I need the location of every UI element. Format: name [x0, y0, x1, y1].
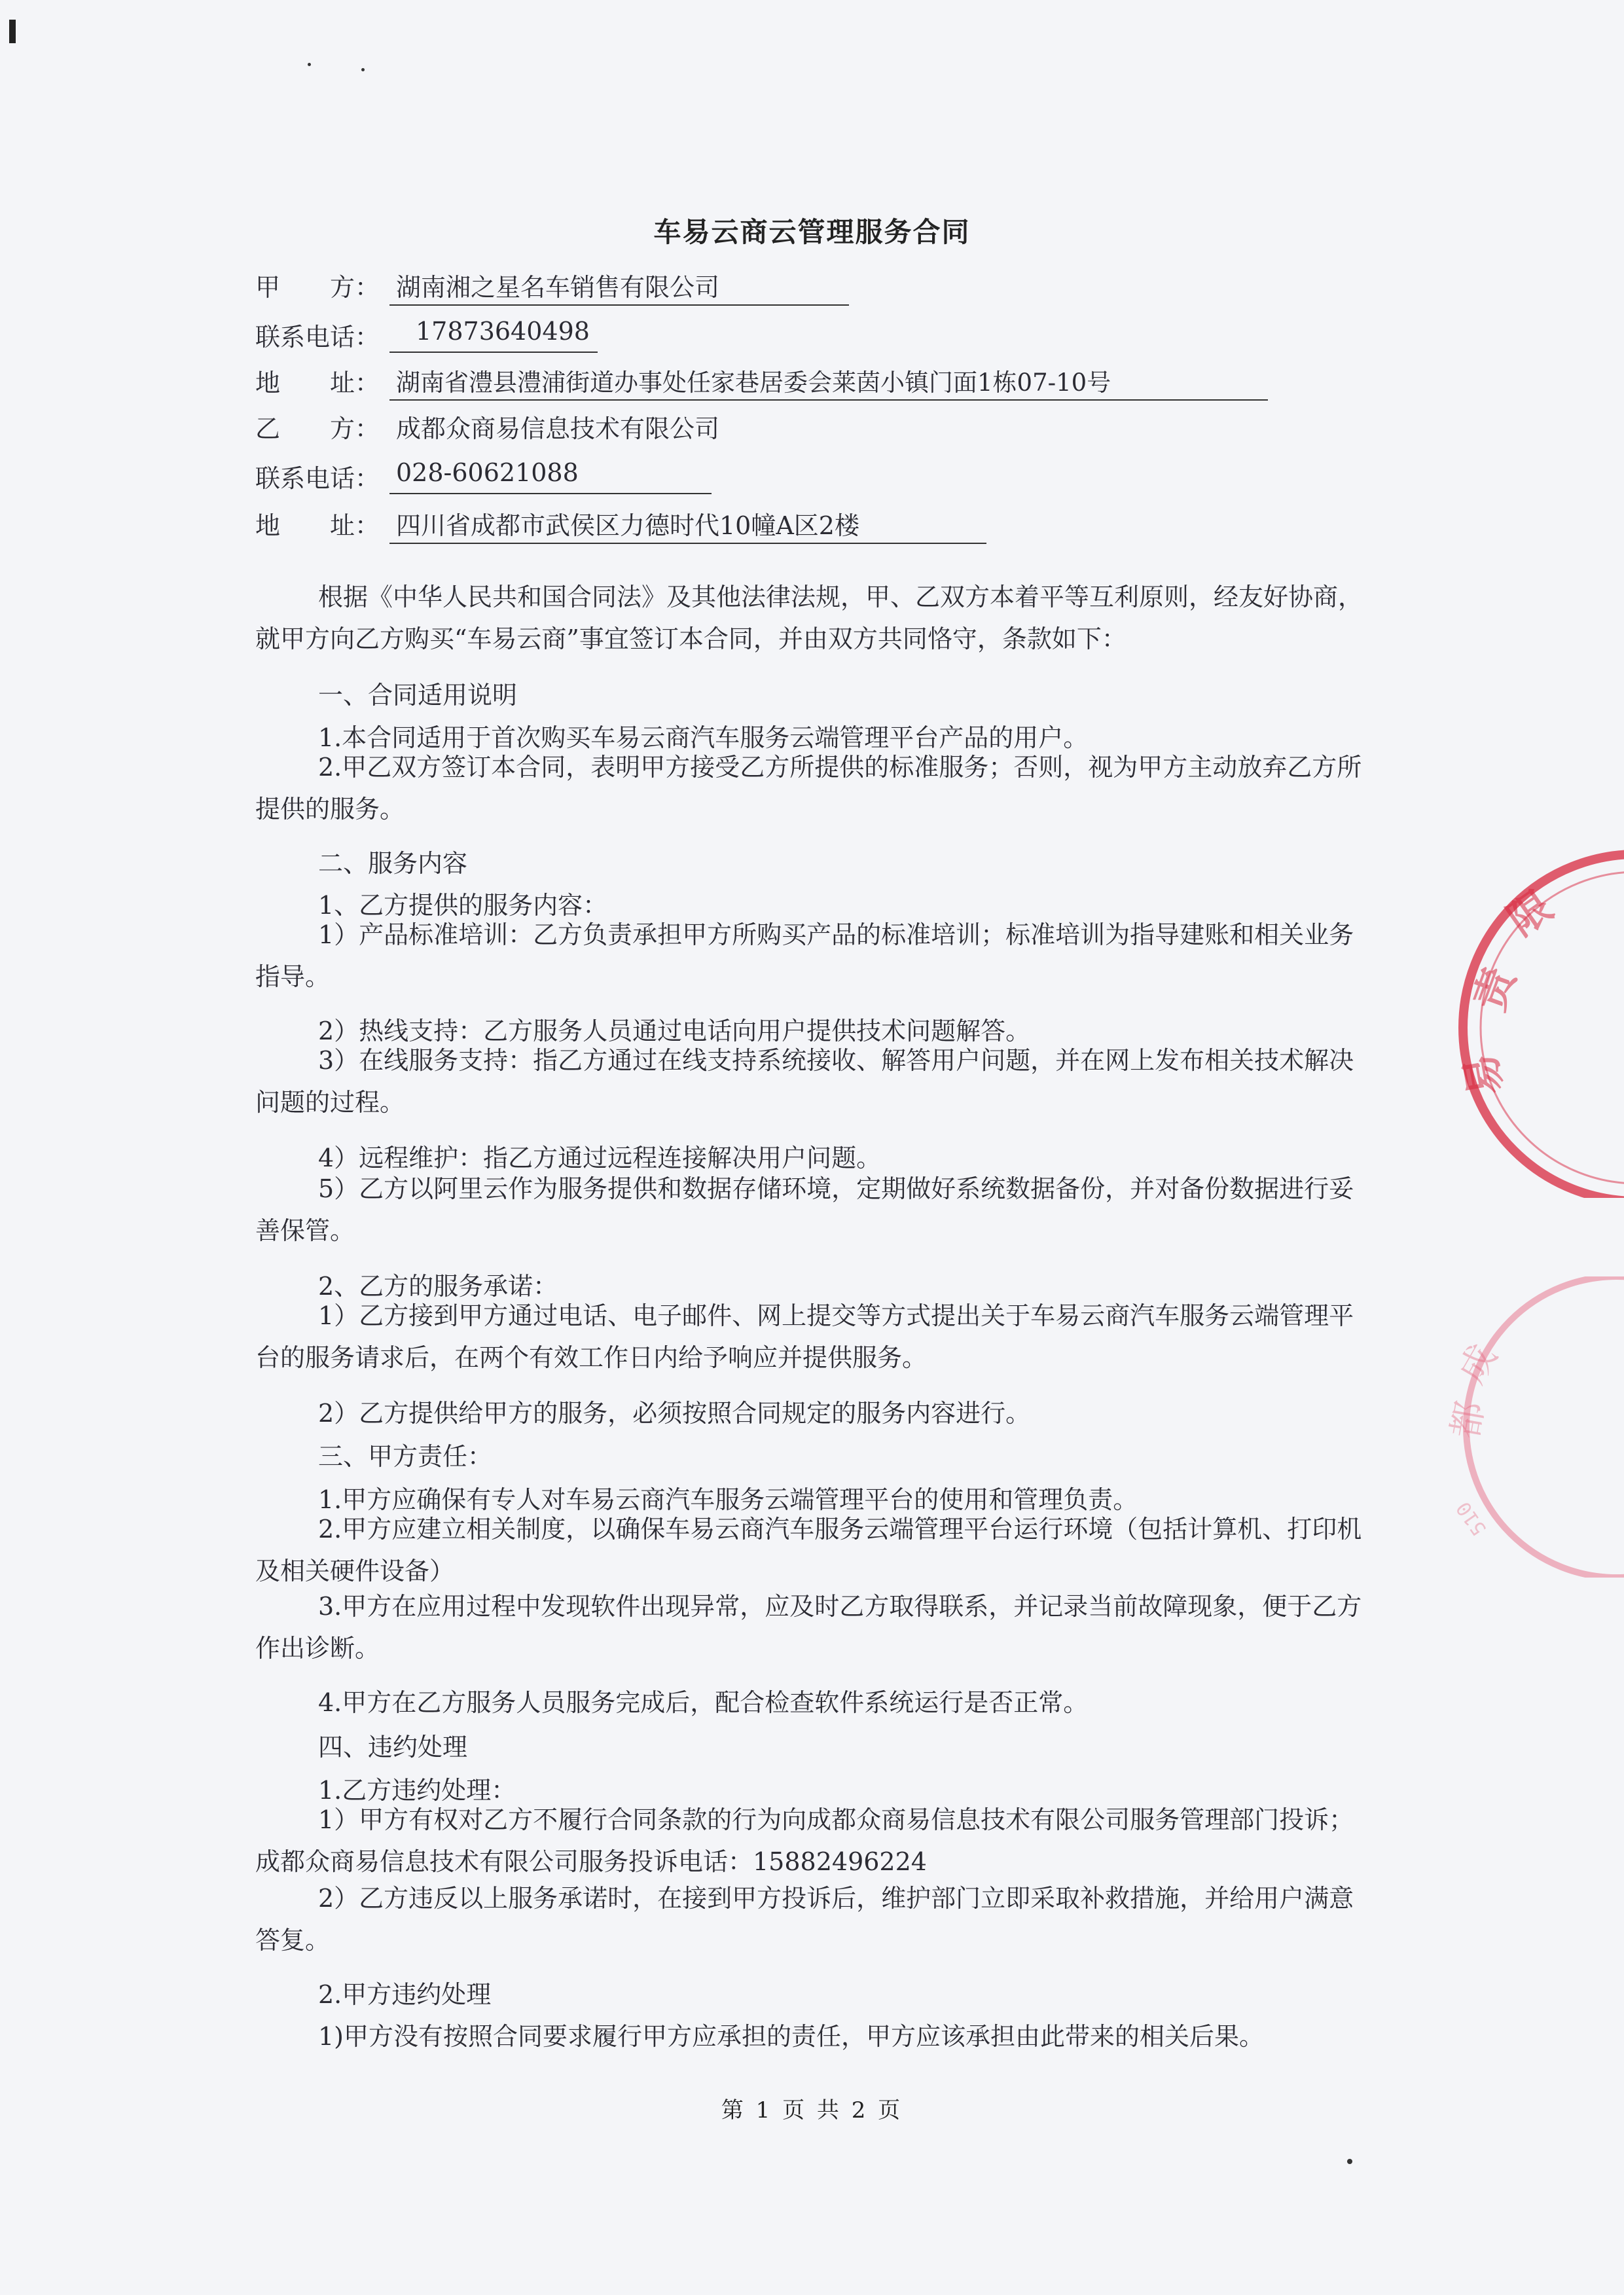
section-4-2-item-1: 1)甲方没有按照合同要求履行甲方应承担的责任，甲方应该承担由此带来的相关后果。	[318, 2022, 1265, 2051]
preamble: 根据《中华人民共和国合同法》及其他法律法规，甲、乙双方本着平等互利原则，经友好协商，就甲方向乙方购买“车易云商”事宜签订本合同，并由双方共同恪守，条款如下：	[255, 583, 1363, 653]
section-2-1-item-5: 5）乙方以阿里云作为服务提供和数据存储环境，定期做好系统数据备份，并对备份数据进行妥善保管。	[255, 1174, 1354, 1245]
section-3-item-3: 3.甲方在应用过程中发现软件出现异常，应及时乙方取得联系，并记录当前故障现象，便于乙方作出诊断。	[255, 1592, 1362, 1663]
section-2-title: 二、服务内容	[318, 849, 468, 878]
svg-text:限: 限	[1498, 881, 1562, 946]
section-4-1-item-2: 2）乙方违反以上服务承诺时，在接到甲方投诉后，维护部门立即采取补救措施，并给用户满意答复。	[255, 1884, 1354, 1955]
party-b-phone-row	[255, 458, 712, 494]
svg-text:都: 都	[1444, 1398, 1493, 1442]
section-3-item-1: 1.甲方应确保有专人对车易云商汽车服务云端管理平台的使用和管理负责。	[318, 1485, 1138, 1514]
section-3-item-2: 2.甲方应建立相关制度，以确保车易云商汽车服务云端管理平台运行环境（包括计算机、打印机及相关硬件设备）	[255, 1515, 1362, 1585]
section-3-item-4: 4.甲方在乙方服务人员服务完成后，配合检查软件系统运行是否正常。	[318, 1688, 1089, 1717]
scan-speck	[308, 63, 311, 66]
party-b-phone: 028-60621088	[389, 458, 712, 494]
section-4-1-title: 1.乙方违约处理：	[318, 1776, 516, 1805]
section-1-title: 一、合同适用说明	[318, 681, 518, 710]
party-a-phone-row	[255, 317, 598, 353]
scan-speck	[361, 68, 365, 71]
party-a-name: 湖南湘之星名车销售有限公司	[389, 267, 849, 306]
document-title: 车易云商云管理服务合同	[653, 216, 971, 248]
svg-text:易: 易	[1456, 1049, 1512, 1100]
section-2-1-item-4: 4）远程维护：指乙方通过远程连接解决用户问题。	[318, 1144, 882, 1172]
svg-text:成: 成	[1450, 1337, 1506, 1391]
party-a-address: 湖南省澧县澧浦街道办事处任家巷居委会莱茵小镇门面1栋07-10号	[389, 363, 1268, 401]
party-a-label: 甲 方：	[255, 273, 380, 302]
svg-text:责: 责	[1464, 961, 1526, 1018]
section-2-1-title: 1、乙方提供的服务内容：	[318, 891, 608, 920]
party-a-phone-label: 联系电话：	[255, 323, 380, 352]
party-b-address: 四川省成都市武侯区力德时代10幢A区2楼	[389, 505, 986, 544]
section-2-2-title: 2、乙方的服务承诺：	[318, 1272, 558, 1301]
party-a-address-row	[255, 363, 1268, 401]
section-3-title: 三、甲方责任：	[318, 1442, 493, 1471]
section-2-1-item-3: 3）在线服务支持：指乙方通过在线支持系统接收、解答用户问题，并在网上发布相关技术解决问题的过程。	[255, 1046, 1354, 1117]
company-seal-lower	[1420, 1276, 1624, 1578]
party-b-address-label: 地 址：	[255, 511, 380, 540]
company-seal-upper	[1440, 831, 1624, 1198]
party-a-name-row	[255, 267, 849, 306]
scan-speck	[1347, 2159, 1352, 2164]
scan-edge-mark	[9, 20, 16, 43]
section-1-item-2: 2.甲乙双方签订本合同，表明甲方接受乙方所提供的标准服务；否则，视为甲方主动放弃乙方所提供的服务。	[255, 753, 1362, 823]
party-b-name: 成都众商易信息技术有限公司	[396, 414, 720, 443]
section-2-2-item-2: 2）乙方提供给甲方的服务，必须按照合同规定的服务内容进行。	[318, 1399, 1031, 1428]
party-b-name-row	[255, 408, 719, 444]
page-footer: 第 1 页 共 2 页	[721, 2097, 903, 2123]
section-4-title: 四、违约处理	[318, 1733, 468, 1762]
party-b-phone-label: 联系电话：	[255, 464, 380, 493]
section-2-1-item-1: 1）产品标准培训：乙方负责承担甲方所购买产品的标准培训；标准培训为指导建账和相关业务指导。	[255, 920, 1354, 991]
party-a-phone: 17873640498	[389, 317, 598, 353]
svg-text:510: 510	[1452, 1497, 1492, 1540]
section-1-item-1: 1.本合同适用于首次购买车易云商汽车服务云端管理平台产品的用户。	[318, 723, 1089, 752]
party-b-label: 乙 方：	[255, 414, 380, 443]
section-4-1-item-1: 1）甲方有权对乙方不履行合同条款的行为向成都众商易信息技术有限公司服务管理部门投诉；成都众商易信息技术有限公司服务投诉电话：15882496224	[255, 1805, 1354, 1876]
section-2-1-item-2: 2）热线支持：乙方服务人员通过电话向用户提供技术问题解答。	[318, 1017, 1031, 1045]
section-4-2-title: 2.甲方违约处理	[318, 1980, 492, 2009]
party-b-address-row	[255, 505, 986, 544]
party-a-address-label: 地 址：	[255, 369, 380, 397]
section-2-2-item-1: 1）乙方接到甲方通过电话、电子邮件、网上提交等方式提出关于车易云商汽车服务云端管理平台的服务请求后，在两个有效工作日内给予响应并提供服务。	[255, 1301, 1354, 1372]
